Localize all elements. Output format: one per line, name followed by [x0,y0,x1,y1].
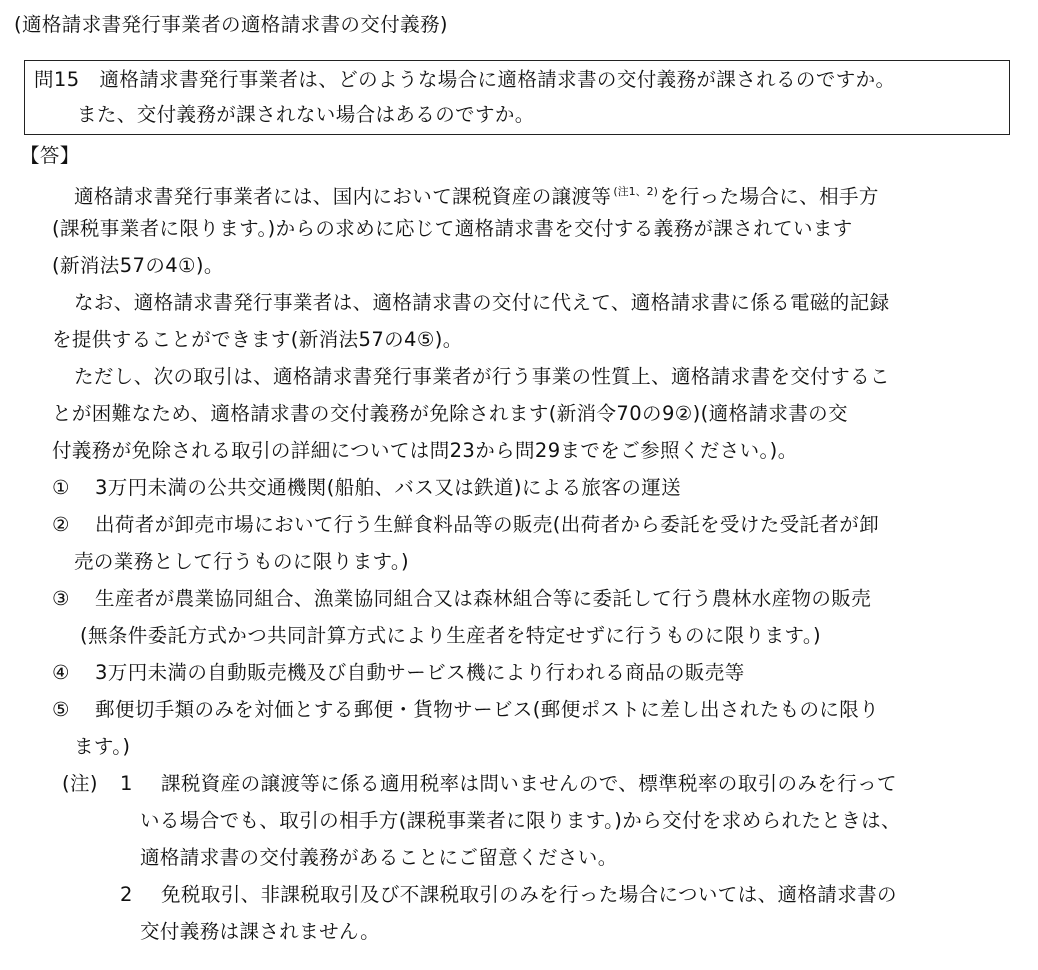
list-item-4-number: ④ [52,661,70,684]
paragraph-1-text-b: を行った場合に、相手方 [659,185,879,208]
paragraph-3-line-1: ただし、次の取引は、適格請求書発行事業者が行う事業の性質上、適格請求書を交付するこ [74,365,890,388]
list-item-4-text: 3万円未満の自動販売機及び自動サービス機により行われる商品の販売等 [95,661,745,684]
list-item-1-number: ① [52,476,70,499]
list-item-1-text: 3万円未満の公共交通機関(船舶、バス又は鉄道)による旅客の運送 [95,476,682,499]
note-1-number: 1 [120,772,133,795]
list-item-3-continuation: (無条件委託方式かつ共同計算方式により生産者を特定せずに行うものに限ります。) [80,624,822,647]
paragraph-1-text-a: 適格請求書発行事業者には、国内において課税資産の譲渡等 [74,185,612,208]
list-item-5-text: 郵便切手類のみを対価とする郵便・貨物サービス(郵便ポストに差し出されたものに限り [95,698,880,721]
paragraph-2-line-1: なお、適格請求書発行事業者は、適格請求書の交付に代えて、適格請求書に係る電磁的記録 [74,291,890,314]
section-title: (適格請求書発行事業者の適格請求書の交付義務) [14,13,448,36]
list-item-2-continuation: 売の業務として行うものに限ります。) [74,550,409,573]
list-item-5-number: ⑤ [52,698,70,721]
note-reference: (注1、2) [613,185,658,198]
paragraph-3-line-3: 付義務が免除される取引の詳細については問23から問29までをご参照ください。)。 [52,439,798,462]
note-1-line-2: いる場合でも、取引の相手方(課税事業者に限ります。)から交付を求められたときは、 [140,809,901,832]
paragraph-3-line-2: とが困難なため、適格請求書の交付義務が免除されます(新消令70の9②)(適格請求書の交 [52,402,848,425]
paragraph-2-line-2: を提供することができます(新消法57の4⑤)。 [52,328,463,351]
list-item-3-number: ③ [52,587,70,610]
note-2-number: 2 [120,883,133,906]
list-item-2-number: ② [52,513,70,536]
answer-heading: 【答】 [20,144,80,167]
note-2-line-1: 免税取引、非課税取引及び不課税取引のみを行った場合については、適格請求書の [161,883,897,906]
question-line-2: また、交付義務が課されない場合はあるのですか。 [77,103,535,126]
list-item-5-continuation: ます。) [74,735,131,758]
list-item-2-text: 出荷者が卸売市場において行う生鮮食料品等の販売(出荷者から委託を受けた受託者が卸 [95,513,880,536]
note-2-line-2: 交付義務は課されません。 [140,920,380,943]
note-1-line-3: 適格請求書の交付義務があることにご留意ください。 [140,846,618,869]
paragraph-1-line-3: (新消法57の4①)。 [52,254,224,277]
notes-label: (注) [62,772,98,795]
paragraph-1-line-1 [74,180,879,209]
paragraph-1-line-2: (課税事業者に限ります。)からの求めに応じて適格請求書を交付する義務が課されています [52,217,853,240]
question-line-1: 問15 適格請求書発行事業者は、どのような場合に適格請求書の交付義務が課されるのですか。 [34,68,896,91]
note-1-line-1: 課税資産の譲渡等に係る適用税率は問いませんので、標準税率の取引のみを行って [161,772,897,795]
list-item-3-text: 生産者が農業協同組合、漁業協同組合又は森林組合等に委託して行う農林水産物の販売 [95,587,872,610]
